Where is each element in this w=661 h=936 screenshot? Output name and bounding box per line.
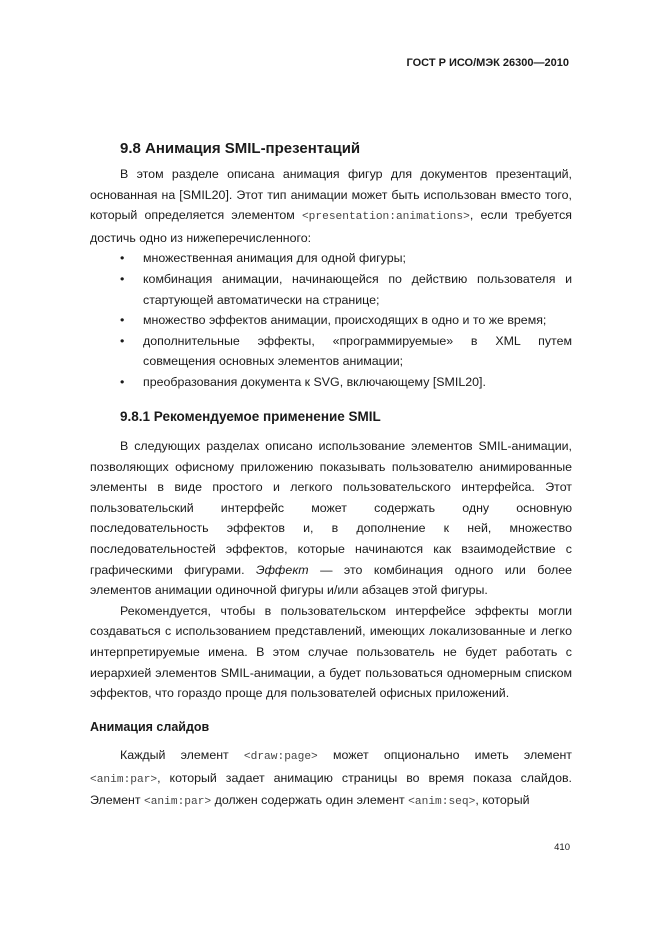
intro-paragraph — [90, 164, 572, 248]
code-anim-par: <anim:par> — [90, 773, 158, 786]
text-run: , который задает анимацию страницы во время показа слайдов. Элемент — [90, 770, 572, 808]
slide-animation-heading: Анимация слайдов — [90, 720, 210, 734]
text-run: может опционально иметь элемент — [317, 748, 572, 762]
list-item: • множественная анимация для одной фигуры; — [90, 248, 572, 269]
list-item: • дополнительные эффекты, «программируемые» в XML путем совмещения основных элементов анимации; — [90, 331, 572, 372]
code-draw-page: <draw:page> — [243, 751, 318, 763]
recommendation-paragraph: Рекомендуется, чтобы в пользовательском интерфейсе эффекты могли создаваться с использованием представлений, имеющих локализованные и легко интерпретируемые имена. В этом случае пользователь не будет работать с иерархией элементов SMIL-анимации, а будет пользоваться одномерным списком эффектов, что гораздо проще для пользователей офисных приложений. — [90, 603, 572, 701]
text-run: Каждый элемент — [120, 748, 244, 762]
document-header: ГОСТ Р ИСО/МЭК 26300—2010 — [406, 57, 569, 69]
intro-text-b: , если требуется достичь одно из нижеперечисленного: — [90, 208, 573, 245]
requirements-list — [90, 248, 572, 392]
list-item: • множество эффектов анимации, происходящих в одно и то же время; — [90, 310, 572, 331]
page-number: 410 — [554, 842, 570, 853]
usage-text-b: — это комбинация одного или более элементов анимации одиночной фигуры и/или абзацев этой фигуры. — [90, 562, 572, 598]
code-anim-seq: <anim:seq> — [408, 796, 476, 809]
list-item: • преобразования документа к SVG, включающему [SMIL20]. — [90, 372, 572, 393]
usage-paragraph — [90, 436, 572, 601]
list-item: • комбинация анимации, начинающейся по действию пользователя и стартующей автоматически на странице; — [90, 269, 572, 310]
code-presentation-animations: <presentation:animations> — [301, 211, 470, 224]
subsection-body — [90, 436, 572, 704]
subsection-title: 9.8.1 Рекомендуемое применение SMIL — [120, 409, 381, 424]
section-title: 9.8 Анимация SMIL-презентаций — [120, 140, 361, 157]
section-body — [90, 164, 572, 393]
slide-animation-paragraph — [90, 745, 572, 813]
text-run: , который — [475, 793, 530, 808]
effect-term: Эффект — [255, 562, 309, 577]
text-run: должен содержать один элемент — [211, 793, 409, 808]
usage-text-a: В следующих разделах описано использование элементов SMIL-анимации, позволяющих офисному приложению показывать пользователю анимированные элементы в виде простого и легкого пользовательского интерфейса. Этот пользовательский интерфейс может содержать одну основную последовательность эффектов и, в дополнение к ней, множество последовательностей эффектов, которые начинаются как взаимодействие с графическими фигурами. — [90, 439, 572, 577]
code-anim-par: <anim:par> — [144, 796, 212, 809]
intro-text-a: В этом разделе описана анимация фигур для документов презентаций, основанная на [SMIL20]. Этот тип анимации может быть использован вместо того, который определяется элементом — [90, 167, 572, 223]
slide-animation-body — [90, 745, 572, 813]
